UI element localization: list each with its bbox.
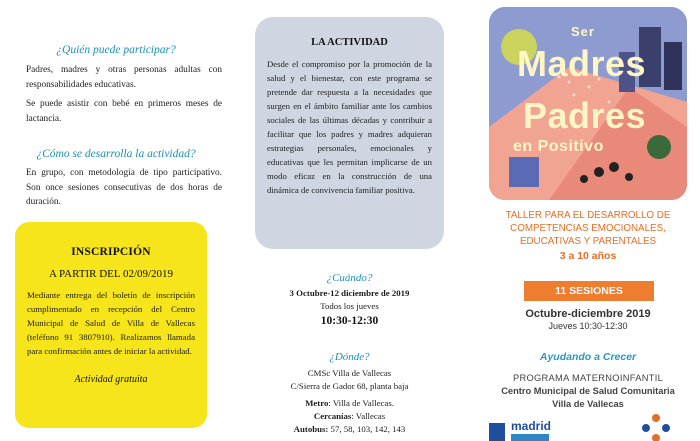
actividad-title: LA ACTIVIDAD bbox=[311, 37, 388, 48]
slogan-text: Ayudando a Crecer bbox=[539, 351, 637, 363]
madrid-logo bbox=[489, 420, 559, 441]
taller-section bbox=[489, 209, 687, 262]
when-time: 10:30-12:30 bbox=[320, 315, 379, 327]
where-section bbox=[255, 351, 444, 436]
program-section bbox=[489, 351, 687, 410]
sesiones-badge: 11 SESIONES bbox=[524, 281, 654, 301]
cover-illustration bbox=[489, 7, 687, 200]
cercanias-label: Cercanías bbox=[313, 411, 352, 421]
programa-text: PROGRAMA MATERNOINFANTIL bbox=[512, 373, 664, 383]
when-days: Todos los jueves bbox=[320, 301, 379, 311]
how-title: ¿Cómo se desarrolla la actividad? bbox=[36, 148, 196, 160]
who-title: ¿Quién puede participar? bbox=[56, 44, 176, 56]
actividad-text: Desde el compromiso por la promoción de la salud y el bienestar, con este programa se pretende dar respuesta a la necesidades que surgen en el ámbito familiar ante los cambios sociales de las últimas décadas y contribuir a facilitar que los padres y madres adquieran estrategias personales, emocionales y educativas que les permitan implicarse de un modo eficaz en la construcción de una dinámica de convivencia familiar positiva. bbox=[267, 59, 432, 195]
inscripcion-title: INSCRIPCIÓN bbox=[71, 246, 151, 258]
how-paragraph: En grupo, con metodología de tipo participativo. Son once sesiones consecutivas de dos horas de duración. bbox=[26, 168, 222, 208]
centro-line-2: Villa de Vallecas bbox=[552, 398, 624, 409]
metro-label: Metro bbox=[305, 398, 329, 408]
inscripcion-date: A PARTIR DEL 02/09/2019 bbox=[48, 268, 174, 280]
cover-ser: Ser bbox=[571, 24, 595, 39]
period-text: Octubre-diciembre 2019 bbox=[525, 308, 651, 320]
inscripcion-text: Mediante entrega del boletín de inscripción cumplimentado en recepción del Centro Municipal de Salud de Villa de Vallecas (teléfono 91 3807910). Realizamos llamada para confirmación antes de iniciar la actividad. bbox=[27, 290, 195, 356]
schedule-section bbox=[489, 308, 687, 331]
madrid-emblem-icon bbox=[489, 423, 505, 441]
where-title: ¿Dónde? bbox=[329, 351, 370, 363]
where-address: C/Sierra de Gador 68, planta baja bbox=[290, 381, 409, 391]
taller-text: TALLER PARA EL DESARROLLO DE COMPETENCIAS EMOCIONALES, EDUCATIVAS Y PARENTALES bbox=[505, 210, 671, 247]
cover-padres: Padres bbox=[523, 95, 647, 136]
when-dates: 3 Octubre-12 diciembre de 2019 bbox=[289, 288, 410, 298]
autobus-value: 57, 58, 103, 142, 143 bbox=[328, 424, 406, 434]
cover-positivo: en Positivo bbox=[513, 138, 604, 155]
where-autobus bbox=[255, 423, 444, 436]
cercanias-value: : Vallecas bbox=[351, 411, 386, 421]
madrid-logo-bar bbox=[511, 434, 549, 441]
actividad-gratuita: Actividad gratuita bbox=[74, 374, 148, 385]
ages-text: 3 a 10 años bbox=[559, 250, 617, 262]
actividad-box bbox=[255, 17, 444, 249]
metro-value: : Villa de Vallecas. bbox=[328, 398, 394, 408]
cover-title bbox=[489, 7, 687, 200]
inscripcion-box bbox=[15, 222, 207, 428]
autobus-label: Autobus: bbox=[293, 424, 329, 434]
program-logo-icon bbox=[638, 412, 674, 441]
cover-madres: Madres bbox=[517, 43, 647, 84]
who-paragraph-2: Se puede asistir con bebé en primeros meses de lactancia. bbox=[26, 99, 222, 124]
where-cercanias bbox=[255, 410, 444, 423]
where-metro bbox=[255, 397, 444, 410]
when-section bbox=[255, 272, 444, 327]
where-place: CMSc Villa de Vallecas bbox=[307, 368, 392, 378]
madrid-logo-text: madrid bbox=[511, 419, 552, 433]
who-paragraph-1: Padres, madres y otras personas adultas con responsabilidades educativas. bbox=[26, 65, 222, 90]
centro-line-1: Centro Municipal de Salud Comunitaria bbox=[501, 386, 675, 396]
schedule-text: Jueves 10:30-12:30 bbox=[548, 321, 628, 331]
when-title: ¿Cuándo? bbox=[326, 272, 373, 284]
